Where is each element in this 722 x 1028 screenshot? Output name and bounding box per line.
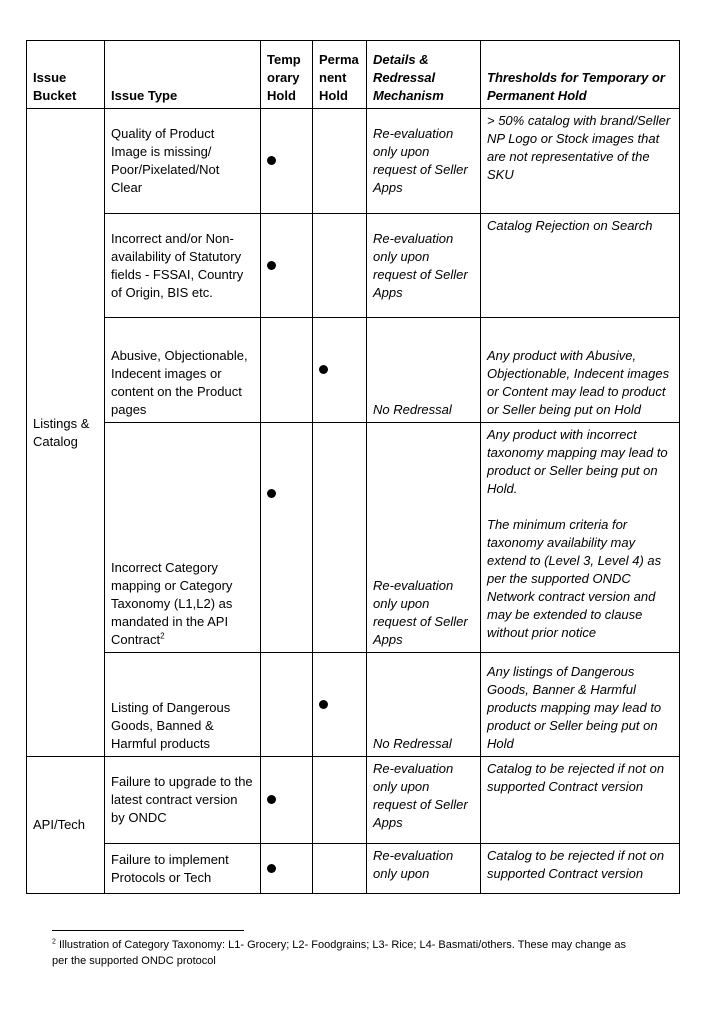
- permanent-hold-cell: [313, 214, 367, 318]
- hold-marker-icon: [267, 489, 276, 498]
- details-cell: Re-evaluation only upon request of Seller Apps: [367, 214, 481, 318]
- header-issue-bucket: Issue Bucket: [27, 41, 105, 109]
- temporary-hold-cell: [261, 653, 313, 757]
- table-header-row: [27, 41, 680, 109]
- table-row: [27, 214, 680, 318]
- temporary-hold-cell: [261, 423, 313, 653]
- details-cell: No Redressal: [367, 318, 481, 423]
- footnote-number: 2: [52, 938, 56, 946]
- temporary-hold-cell: [261, 757, 313, 844]
- temporary-hold-cell: [261, 214, 313, 318]
- permanent-hold-cell: [313, 844, 367, 894]
- hold-policy-table: [26, 40, 680, 894]
- temporary-hold-cell: [261, 844, 313, 894]
- thresholds-cell: Catalog to be rejected if not on supported Contract version: [481, 844, 680, 894]
- footnote-ref: 2: [160, 631, 165, 641]
- permanent-hold-cell: [313, 109, 367, 214]
- header-details: Details & Redressal Mechanism: [367, 41, 481, 109]
- thresholds-cell: > 50% catalog with brand/Seller NP Logo or Stock images that are not representative of the SKU: [481, 109, 680, 214]
- details-cell: Re-evaluation only upon: [367, 844, 481, 894]
- permanent-hold-cell: [313, 653, 367, 757]
- footnote-text: Illustration of Category Taxonomy: L1- Grocery; L2- Foodgrains; L3- Rice; L4- Basmati/others. These may change as per the supported ONDC protocol: [52, 939, 626, 967]
- header-issue-type: Issue Type: [105, 41, 261, 109]
- permanent-hold-cell: [313, 423, 367, 653]
- issue-type-cell: Failure to implement Protocols or Tech: [105, 844, 261, 894]
- issue-type-cell: Failure to upgrade to the latest contract version by ONDC: [105, 757, 261, 844]
- hold-marker-icon: [267, 795, 276, 804]
- footnote-divider: [52, 930, 244, 931]
- details-cell: Re-evaluation only upon request of Seller Apps: [367, 423, 481, 653]
- details-cell: No Redressal: [367, 653, 481, 757]
- bucket-listings-catalog: Listings & Catalog: [27, 109, 105, 757]
- details-cell: Re-evaluation only upon request of Seller Apps: [367, 109, 481, 214]
- table-row: [27, 653, 680, 757]
- thresholds-paragraph: Any product with incorrect taxonomy mapping may lead to product or Seller being put on Hold.: [487, 427, 668, 496]
- thresholds-cell: [481, 423, 680, 653]
- hold-marker-icon: [319, 365, 328, 374]
- issue-type-cell: Listing of Dangerous Goods, Banned & Harmful products: [105, 653, 261, 757]
- header-thresholds: Thresholds for Temporary or Permanent Hold: [481, 41, 680, 109]
- temporary-hold-cell: [261, 318, 313, 423]
- issue-type-cell: Quality of Product Image is missing/ Poor/Pixelated/Not Clear: [105, 109, 261, 214]
- thresholds-paragraph: The minimum criteria for taxonomy availability may extend to (Level 3, Level 4) as per the supported ONDC Network contract version and may be extended to clause without prior notice: [487, 517, 662, 640]
- thresholds-cell: Any product with Abusive, Objectionable, Indecent images or Content may lead to product or Seller being put on Hold: [481, 318, 680, 423]
- issue-type-cell: [105, 423, 261, 653]
- table-row: [27, 757, 680, 844]
- table-row: [27, 844, 680, 894]
- issue-type-text: Incorrect Category mapping or Category Taxonomy (L1,L2) as mandated in the API Contract: [111, 560, 233, 647]
- header-temporary-hold: Temporary Hold: [261, 41, 313, 109]
- thresholds-cell: Any listings of Dangerous Goods, Banner & Harmful products mapping may lead to product or Seller being put on Hold: [481, 653, 680, 757]
- table-row: [27, 318, 680, 423]
- hold-marker-icon: [319, 700, 328, 709]
- footnote: [52, 937, 642, 969]
- thresholds-cell: Catalog to be rejected if not on supported Contract version: [481, 757, 680, 844]
- hold-marker-icon: [267, 864, 276, 873]
- hold-marker-icon: [267, 156, 276, 165]
- permanent-hold-cell: [313, 318, 367, 423]
- header-permanent-hold: Permanent Hold: [313, 41, 367, 109]
- issue-type-cell: Incorrect and/or Non-availability of Statutory fields - FSSAI, Country of Origin, BIS etc.: [105, 214, 261, 318]
- bucket-api-tech: API/Tech: [27, 757, 105, 894]
- hold-marker-icon: [267, 261, 276, 270]
- table-row: [27, 109, 680, 214]
- temporary-hold-cell: [261, 109, 313, 214]
- permanent-hold-cell: [313, 757, 367, 844]
- issue-type-cell: Abusive, Objectionable, Indecent images or content on the Product pages: [105, 318, 261, 423]
- details-cell: Re-evaluation only upon request of Seller Apps: [367, 757, 481, 844]
- table-row: [27, 423, 680, 653]
- thresholds-cell: Catalog Rejection on Search: [481, 214, 680, 318]
